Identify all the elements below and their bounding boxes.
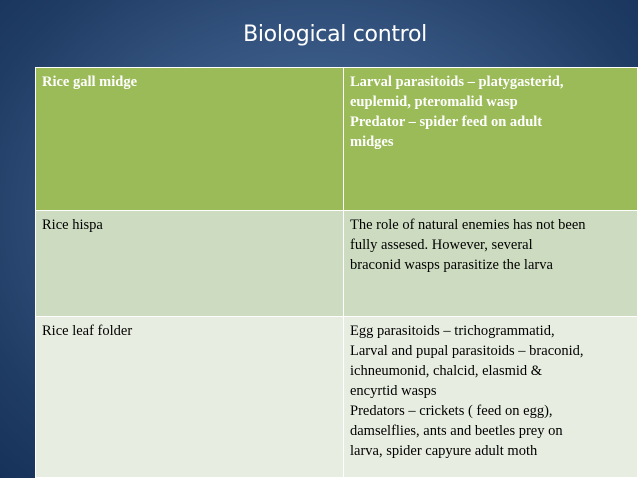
- enemies-line: euplemid, pteromalid wasp: [350, 94, 518, 110]
- slide-title: Biological control: [243, 22, 427, 47]
- enemies-line: braconid wasps parasitize the larva: [350, 257, 553, 273]
- biocontrol-table: [35, 67, 638, 478]
- table-row: [36, 211, 638, 317]
- enemies-line: Egg parasitoids – trichogrammatid,: [350, 323, 555, 339]
- table-row: [36, 317, 638, 478]
- table-row: [36, 68, 638, 211]
- enemies-line: Predator – spider feed on adult: [350, 114, 543, 130]
- enemies-line: ichneumonid, chalcid, elasmid &: [350, 363, 543, 379]
- enemies-cell: [344, 68, 638, 211]
- enemies-line: Predators – crickets ( feed on egg),: [350, 403, 553, 419]
- pest-cell: Rice gall midge: [36, 68, 344, 211]
- enemies-line: Larval parasitoids – platygasterid,: [350, 74, 564, 90]
- pest-cell: Rice leaf folder: [36, 317, 344, 478]
- enemies-line: larva, spider capyure adult moth: [350, 443, 538, 459]
- enemies-cell: [344, 317, 638, 478]
- enemies-line: The role of natural enemies has not been: [350, 217, 586, 233]
- enemies-cell: [344, 211, 638, 317]
- enemies-line: damselflies, ants and beetles prey on: [350, 423, 563, 439]
- enemies-line: Larval and pupal parasitoids – braconid,: [350, 343, 584, 359]
- pest-cell: Rice hispa: [36, 211, 344, 317]
- enemies-line: encyrtid wasps: [350, 383, 437, 399]
- enemies-line: midges: [350, 134, 394, 150]
- enemies-line: fully assesed. However, several: [350, 237, 533, 253]
